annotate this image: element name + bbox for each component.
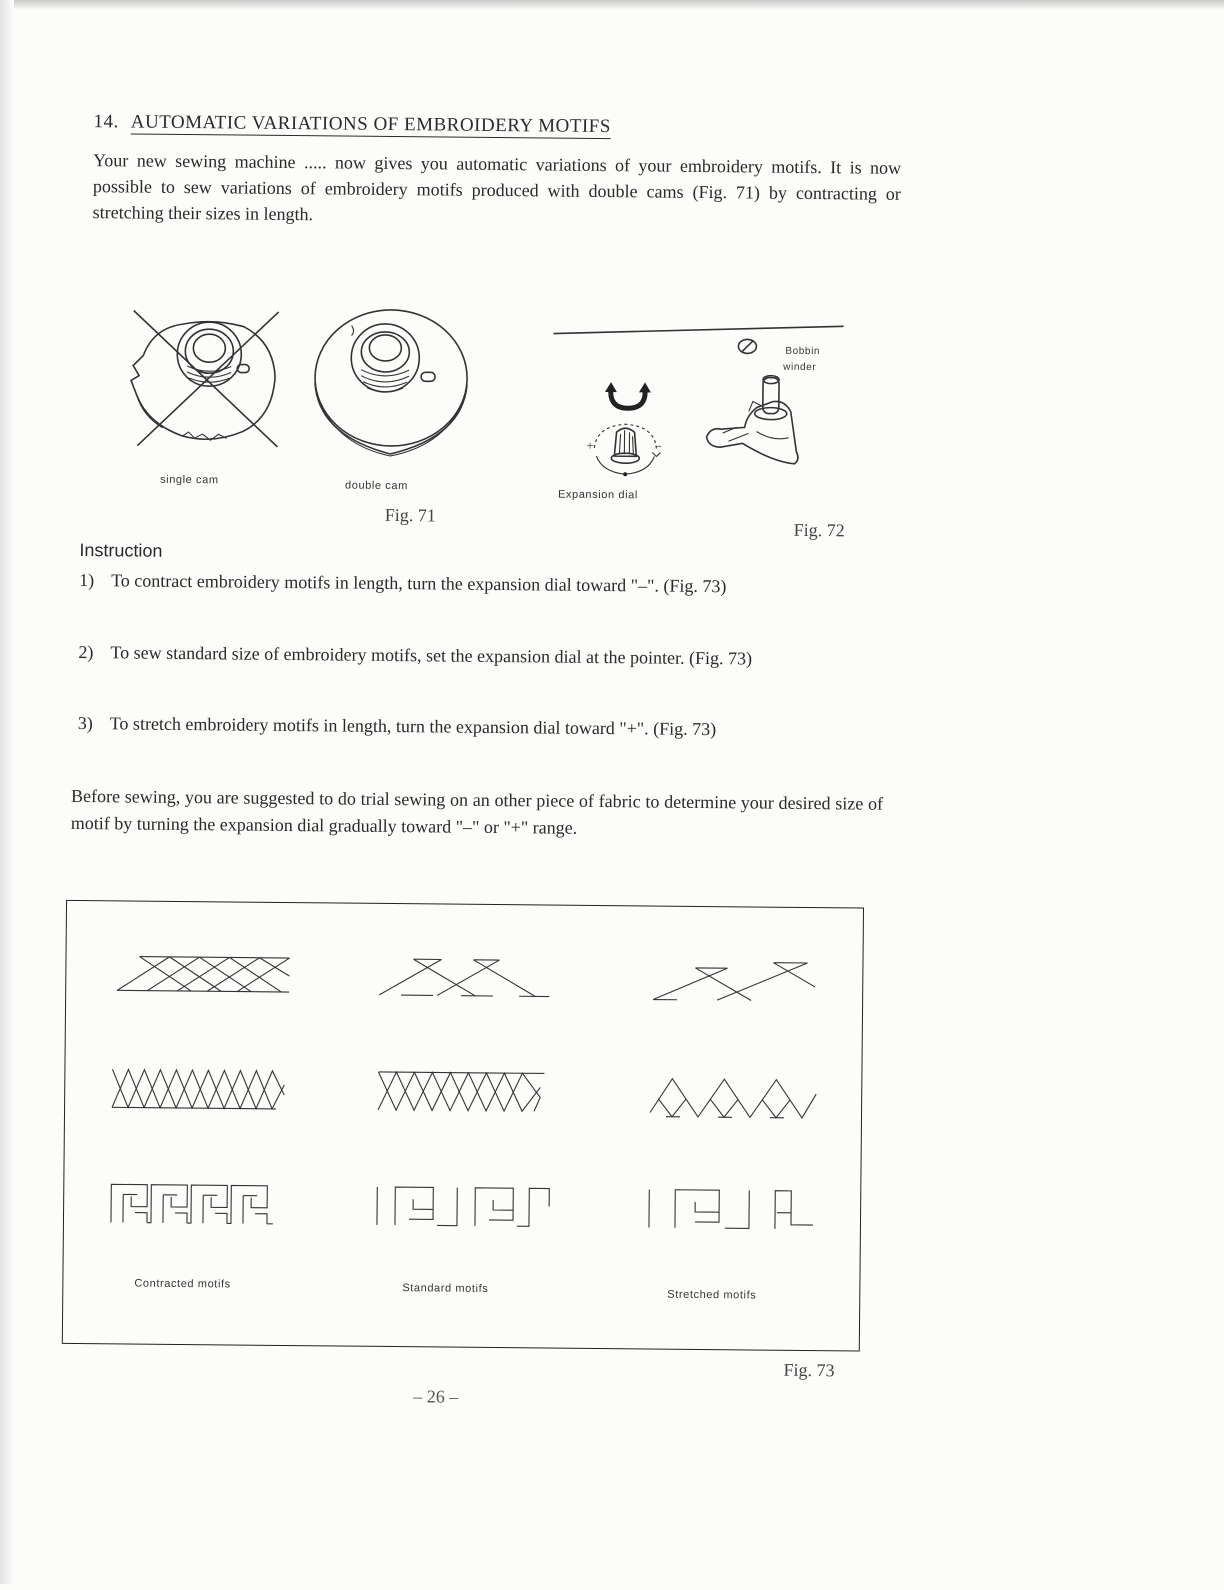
- double-cam-caption: double cam: [344, 479, 408, 493]
- rotate-arrows-icon: [603, 382, 653, 412]
- section-heading: [93, 111, 611, 138]
- standard-cross-motif: [373, 953, 553, 1005]
- step-text: To sew standard size of embroidery motifs, set the expansion dial at the pointer. (Fig. 73): [110, 642, 753, 669]
- section-number: 14.: [93, 111, 119, 133]
- contracted-greek-key-motif: [107, 1180, 289, 1228]
- page-number: – 26 –: [413, 1386, 459, 1407]
- standard-motifs-caption: Standard motifs: [402, 1282, 489, 1295]
- machine-top-line: [553, 320, 845, 343]
- standard-greek-key-motif: [373, 1183, 553, 1231]
- bobbin-winder-illustration: [702, 371, 811, 472]
- bobbin-winder-label-line2: winder: [783, 361, 817, 374]
- contracted-motifs-caption: Contracted motifs: [134, 1277, 231, 1291]
- step-text: To contract embroidery motifs in length, turn the expansion dial toward "–". (Fig. 73): [111, 570, 727, 597]
- contracted-cross-motif: [109, 950, 299, 1002]
- instruction-step: [79, 567, 889, 601]
- dial-plus-sign: +: [586, 437, 595, 453]
- bobbin-winder-label-line1: Bobbin: [785, 345, 821, 358]
- step-number: 3): [77, 712, 93, 734]
- section-title: AUTOMATIC VARIATIONS OF EMBROIDERY MOTIFS: [130, 111, 611, 138]
- instruction-step: [78, 710, 888, 744]
- instruction-step: [78, 639, 888, 673]
- standard-zigzag-motif: [374, 1066, 550, 1118]
- stretched-greek-key-motif: [645, 1185, 817, 1233]
- contracted-zigzag-motif: [108, 1063, 288, 1115]
- expansion-dial-caption: Expansion dial: [557, 488, 638, 502]
- stretched-zigzag-motif: [646, 1072, 822, 1124]
- dial-minus-sign: −: [654, 438, 663, 454]
- step-text: To stretch embroidery motifs in length, turn the expansion dial toward "+". (Fig. 73): [109, 713, 717, 740]
- step-number: 2): [78, 641, 94, 663]
- double-cam-illustration: [310, 305, 472, 467]
- fig71-label: Fig. 71: [384, 504, 436, 526]
- stretched-motifs-caption: Stretched motifs: [667, 1288, 757, 1302]
- fig72-label: Fig. 72: [793, 519, 845, 541]
- stretched-cross-motif: [647, 955, 817, 1007]
- advice-paragraph: Before sewing, you are suggested to do trial sewing on an other piece of fabric to determine your desired size of motif by turning the expansion dial gradually toward "–" or "+" range.: [70, 785, 884, 838]
- single-cam-illustration: [122, 305, 293, 457]
- bobbin-winder-symbol-icon: [736, 337, 758, 355]
- fig73-label: Fig. 73: [783, 1359, 835, 1381]
- intro-paragraph: Your new sewing machine ..... now gives you automatic variations of your embroidery motifs. It is now possible to sew variations of embroidery motifs produced with double cams (Fig. 71) by contracting or stretching their sizes in length.: [92, 150, 902, 225]
- instruction-heading: Instruction: [79, 539, 163, 561]
- single-cam-caption: single cam: [160, 473, 219, 487]
- step-number: 1): [79, 569, 95, 591]
